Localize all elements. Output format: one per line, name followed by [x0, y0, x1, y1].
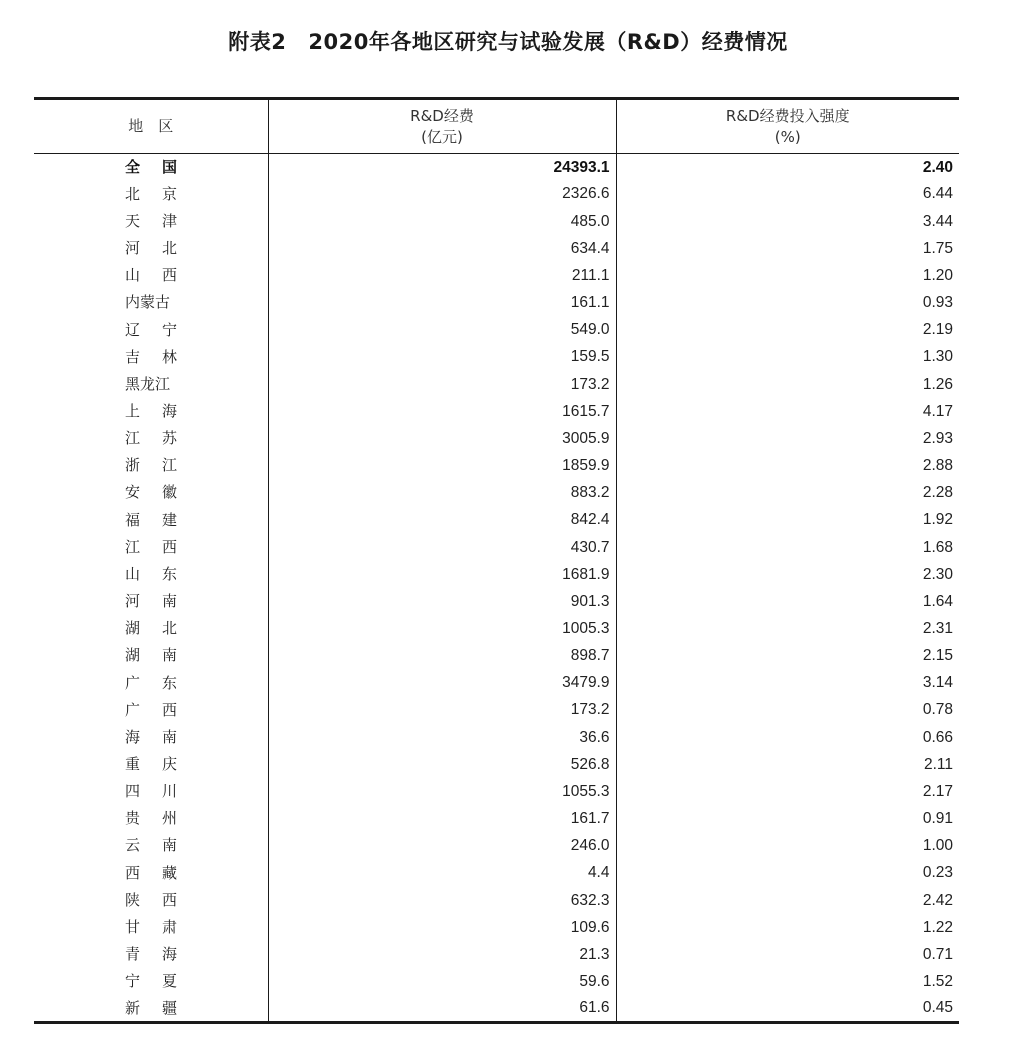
intensity-cell: 3.14: [616, 669, 959, 696]
table-title: 2020年各地区研究与试验发展（R&D）经费情况: [308, 30, 788, 54]
region-cell: [34, 344, 268, 371]
intensity-cell: 1.30: [616, 344, 959, 371]
region-cell: [34, 697, 268, 724]
table-row: [34, 425, 959, 452]
region-cell: [34, 398, 268, 425]
region-cell: [34, 452, 268, 479]
region-name: 陕西: [125, 890, 177, 909]
region-cell: [34, 968, 268, 995]
region-cell: [34, 995, 268, 1022]
table-row: [34, 262, 959, 289]
table-body: [34, 154, 959, 1023]
expenditure-cell: 1615.7: [268, 398, 616, 425]
intensity-cell: 0.91: [616, 805, 959, 832]
expenditure-cell: 901.3: [268, 588, 616, 615]
intensity-cell: 0.71: [616, 941, 959, 968]
table-row: [34, 452, 959, 479]
region-name: 福建: [125, 510, 177, 529]
region-name: 湖南: [125, 646, 177, 665]
intensity-cell: 3.44: [616, 208, 959, 235]
header-intensity-unit: (%): [774, 127, 801, 146]
region-cell: [34, 778, 268, 805]
region-name: 贵州: [125, 809, 177, 828]
intensity-cell: 1.20: [616, 262, 959, 289]
intensity-cell: 1.00: [616, 832, 959, 859]
intensity-cell: 2.42: [616, 887, 959, 914]
expenditure-cell: 173.2: [268, 371, 616, 398]
region-cell: [34, 669, 268, 696]
expenditure-cell: 1681.9: [268, 561, 616, 588]
region-cell: [34, 371, 268, 398]
header-region: 地 区: [34, 99, 268, 154]
intensity-cell: 2.11: [616, 751, 959, 778]
expenditure-cell: 632.3: [268, 887, 616, 914]
expenditure-cell: 3479.9: [268, 669, 616, 696]
intensity-cell: 2.17: [616, 778, 959, 805]
table-row: [34, 289, 959, 316]
table-row: [34, 316, 959, 343]
region-name: 广西: [125, 700, 177, 719]
region-name: 青海: [125, 945, 177, 964]
intensity-cell: 1.68: [616, 534, 959, 561]
table-row: [34, 208, 959, 235]
region-name: 山西: [125, 266, 177, 285]
expenditure-cell: 883.2: [268, 479, 616, 506]
header-intensity: [616, 99, 959, 154]
expenditure-cell: 109.6: [268, 914, 616, 941]
region-name: 云南: [125, 836, 177, 855]
expenditure-cell: 24393.1: [268, 154, 616, 181]
intensity-cell: 1.26: [616, 371, 959, 398]
region-name: 甘肃: [125, 917, 177, 936]
region-name: 四川: [125, 782, 177, 801]
table-row: [34, 805, 959, 832]
intensity-cell: 2.15: [616, 642, 959, 669]
table-row: [34, 669, 959, 696]
expenditure-cell: 430.7: [268, 534, 616, 561]
rd-expenditure-table: [34, 97, 959, 1024]
region-name: 江西: [125, 537, 177, 556]
region-name: 吉林: [125, 347, 177, 366]
region-cell: [34, 887, 268, 914]
header-intensity-line1: R&D经费投入强度: [725, 106, 850, 125]
region-name: 广东: [125, 673, 177, 692]
table-header-row: [34, 99, 959, 154]
expenditure-cell: 549.0: [268, 316, 616, 343]
region-cell: [34, 588, 268, 615]
region-cell: [34, 154, 268, 181]
expenditure-cell: 3005.9: [268, 425, 616, 452]
expenditure-cell: 526.8: [268, 751, 616, 778]
header-expenditure: [268, 99, 616, 154]
table-row: [34, 995, 959, 1022]
table-row: [34, 697, 959, 724]
expenditure-cell: 1055.3: [268, 778, 616, 805]
region-cell: [34, 561, 268, 588]
expenditure-cell: 634.4: [268, 235, 616, 262]
table-row: [34, 860, 959, 887]
intensity-cell: 0.23: [616, 860, 959, 887]
intensity-cell: 1.52: [616, 968, 959, 995]
intensity-cell: 1.75: [616, 235, 959, 262]
expenditure-cell: 161.7: [268, 805, 616, 832]
region-cell: [34, 860, 268, 887]
region-name: 浙江: [125, 456, 177, 475]
expenditure-cell: 2326.6: [268, 181, 616, 208]
region-cell: [34, 289, 268, 316]
table-row: [34, 968, 959, 995]
region-name: 天津: [125, 211, 177, 230]
intensity-cell: 2.40: [616, 154, 959, 181]
region-name: 河北: [125, 239, 177, 258]
region-name: 全国: [125, 157, 177, 176]
region-name: 安徽: [125, 483, 177, 502]
expenditure-cell: 485.0: [268, 208, 616, 235]
table-row: [34, 941, 959, 968]
table-row: [34, 724, 959, 751]
region-cell: [34, 832, 268, 859]
region-cell: [34, 751, 268, 778]
region-cell: [34, 534, 268, 561]
table-row: [34, 507, 959, 534]
region-cell: [34, 615, 268, 642]
table-row: [34, 615, 959, 642]
region-name: 江苏: [125, 429, 177, 448]
intensity-cell: 0.66: [616, 724, 959, 751]
table-row: [34, 914, 959, 941]
region-cell: [34, 479, 268, 506]
intensity-cell: 2.28: [616, 479, 959, 506]
intensity-cell: 0.45: [616, 995, 959, 1022]
region-cell: [34, 235, 268, 262]
region-name: 山东: [125, 564, 177, 583]
expenditure-cell: 842.4: [268, 507, 616, 534]
region-name: 河南: [125, 592, 177, 611]
table-row: [34, 887, 959, 914]
intensity-cell: 0.93: [616, 289, 959, 316]
intensity-cell: 2.93: [616, 425, 959, 452]
intensity-cell: 0.78: [616, 697, 959, 724]
intensity-cell: 6.44: [616, 181, 959, 208]
region-cell: [34, 262, 268, 289]
region-cell: [34, 642, 268, 669]
intensity-cell: 2.88: [616, 452, 959, 479]
region-name: 西藏: [125, 863, 177, 882]
expenditure-cell: 21.3: [268, 941, 616, 968]
table-row: [34, 751, 959, 778]
expenditure-cell: 36.6: [268, 724, 616, 751]
header-expenditure-line1: R&D经费: [410, 106, 474, 125]
table-row: [34, 479, 959, 506]
header-expenditure-unit: (亿元): [421, 127, 463, 146]
table-row: [34, 588, 959, 615]
intensity-cell: 2.30: [616, 561, 959, 588]
region-name: 宁夏: [125, 972, 177, 991]
region-name: 海南: [125, 727, 177, 746]
region-name: 上海: [125, 401, 177, 420]
region-cell: [34, 724, 268, 751]
region-cell: [34, 507, 268, 534]
region-name: 辽宁: [125, 320, 177, 339]
region-cell: [34, 425, 268, 452]
table-row: [34, 344, 959, 371]
table-row: [34, 235, 959, 262]
table-row: [34, 181, 959, 208]
region-name: 北京: [125, 184, 177, 203]
table-row: [34, 778, 959, 805]
table-row-total: [34, 154, 959, 181]
region-name: 内蒙古: [125, 293, 171, 312]
region-name: 新疆: [125, 998, 177, 1017]
table-row: [34, 534, 959, 561]
region-name: 重庆: [125, 755, 177, 774]
region-cell: [34, 181, 268, 208]
expenditure-cell: 61.6: [268, 995, 616, 1022]
intensity-cell: 2.19: [616, 316, 959, 343]
intensity-cell: 1.22: [616, 914, 959, 941]
region-cell: [34, 208, 268, 235]
expenditure-cell: 898.7: [268, 642, 616, 669]
intensity-cell: 4.17: [616, 398, 959, 425]
table-row: [34, 832, 959, 859]
region-cell: [34, 316, 268, 343]
table-number: 附表2: [228, 30, 287, 54]
intensity-cell: 2.31: [616, 615, 959, 642]
expenditure-cell: 211.1: [268, 262, 616, 289]
table-row: [34, 642, 959, 669]
expenditure-cell: 173.2: [268, 697, 616, 724]
expenditure-cell: 1859.9: [268, 452, 616, 479]
table-row: [34, 371, 959, 398]
intensity-cell: 1.92: [616, 507, 959, 534]
expenditure-cell: 59.6: [268, 968, 616, 995]
table-row: [34, 561, 959, 588]
expenditure-cell: 161.1: [268, 289, 616, 316]
expenditure-cell: 159.5: [268, 344, 616, 371]
region-cell: [34, 805, 268, 832]
region-name: 黑龙江: [125, 374, 171, 393]
expenditure-cell: 1005.3: [268, 615, 616, 642]
intensity-cell: 1.64: [616, 588, 959, 615]
expenditure-cell: 4.4: [268, 860, 616, 887]
region-cell: [34, 941, 268, 968]
page-title: [0, 26, 1016, 56]
expenditure-cell: 246.0: [268, 832, 616, 859]
region-cell: [34, 914, 268, 941]
region-name: 湖北: [125, 619, 177, 638]
table-row: [34, 398, 959, 425]
